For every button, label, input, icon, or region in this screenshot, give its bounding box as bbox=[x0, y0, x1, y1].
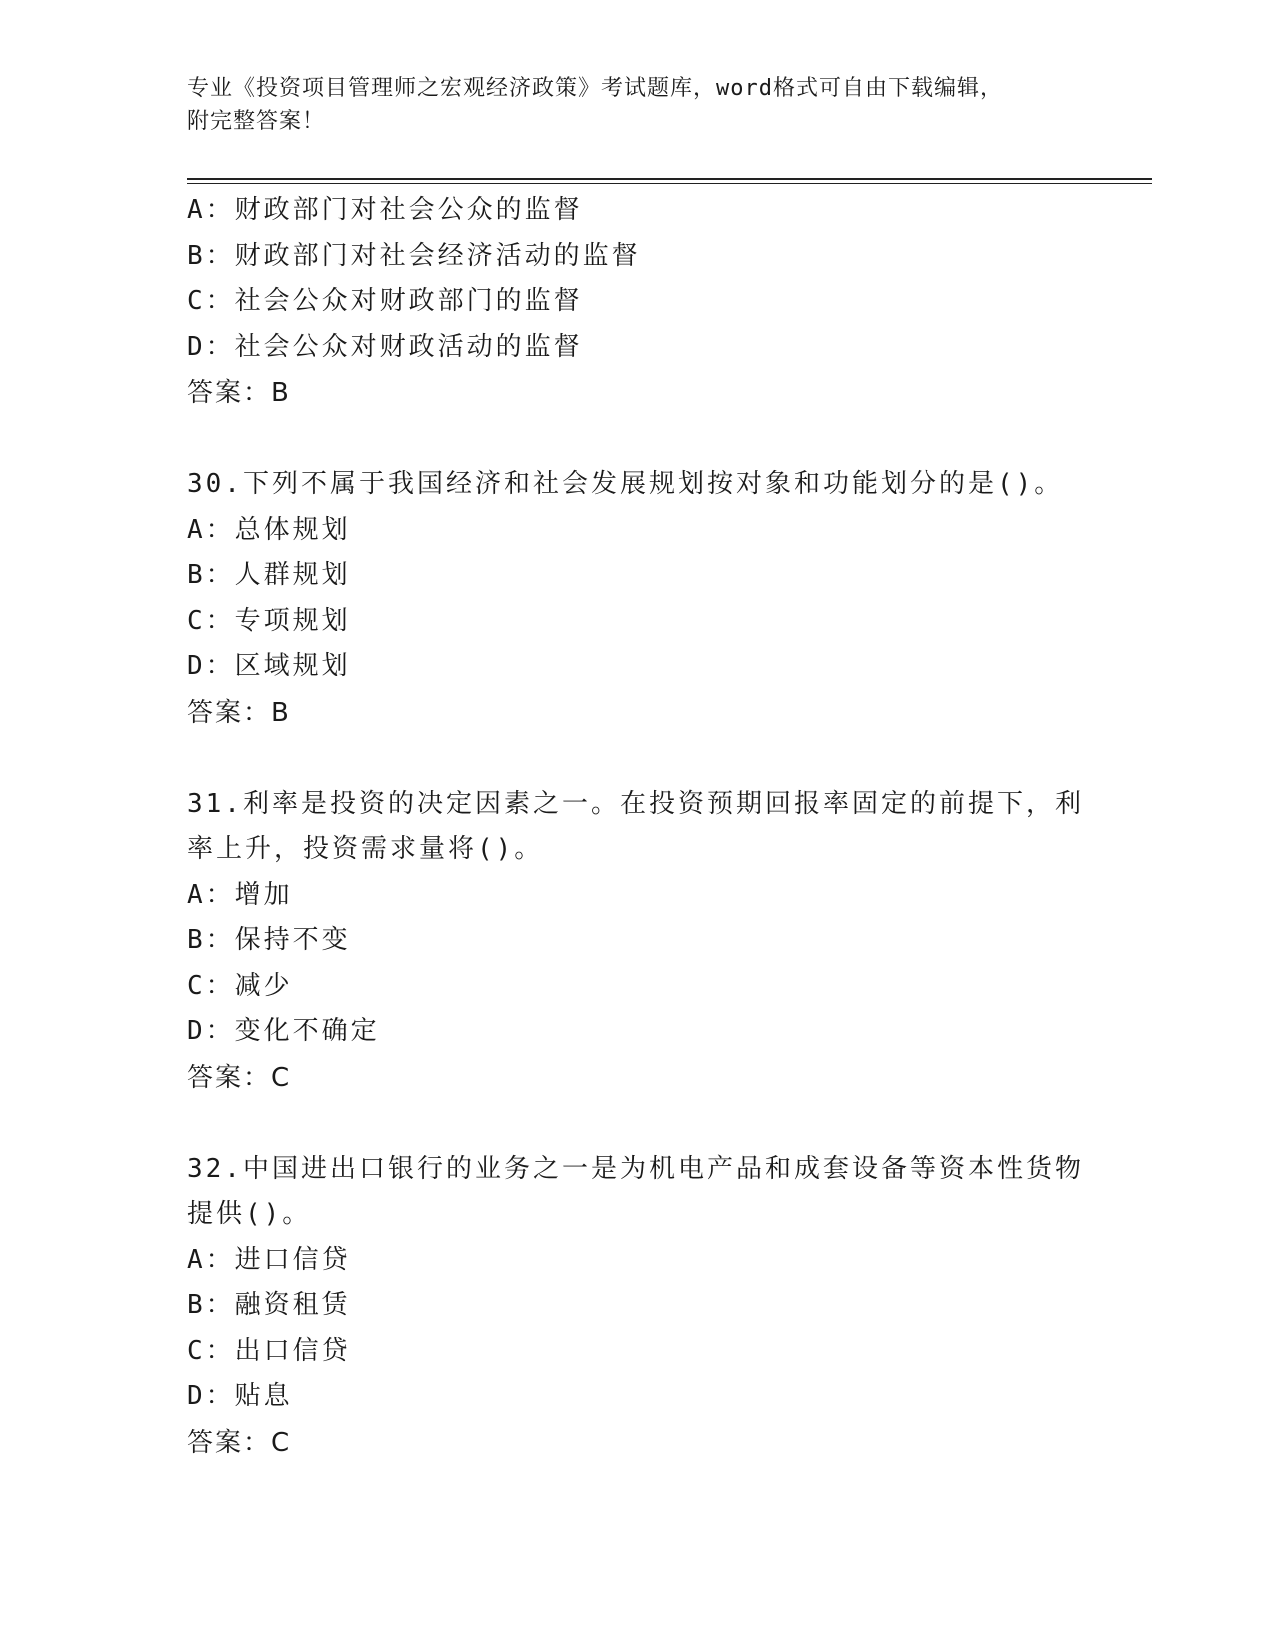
option-b: B：保持不变 bbox=[187, 925, 351, 955]
question-stem-line-2: 提供()。 bbox=[187, 1199, 312, 1229]
option-a: A：进口信贷 bbox=[187, 1244, 351, 1275]
header-divider bbox=[187, 178, 1152, 184]
header-line-2: 附完整答案！ bbox=[187, 109, 326, 134]
question-31 bbox=[187, 782, 1087, 1101]
question-stem-line-2: 率上升，投资需求量将()。 bbox=[187, 834, 544, 864]
question-30 bbox=[187, 462, 1087, 736]
answer: 答案：B bbox=[187, 378, 291, 408]
option-d: D：贴息 bbox=[187, 1381, 293, 1411]
option-c: C：减少 bbox=[187, 970, 293, 1001]
answer: 答案：C bbox=[187, 1427, 292, 1458]
answer: 答案：C bbox=[187, 1062, 292, 1093]
option-c: C：社会公众对财政部门的监督 bbox=[187, 286, 583, 316]
answer: 答案：B bbox=[187, 697, 291, 728]
option-a: A：总体规划 bbox=[187, 514, 351, 545]
option-c: C：专项规划 bbox=[187, 605, 351, 636]
option-c: C：出口信贷 bbox=[187, 1335, 351, 1366]
option-b: B：人群规划 bbox=[187, 560, 351, 590]
option-d: D：区域规划 bbox=[187, 651, 351, 681]
question-32 bbox=[187, 1147, 1087, 1466]
option-d: D：变化不确定 bbox=[187, 1016, 380, 1046]
question-stem-line-1: 31.利率是投资的决定因素之一。在投资预期回报率固定的前提下，利 bbox=[187, 788, 1084, 819]
document-header bbox=[187, 72, 1087, 138]
option-a: A：增加 bbox=[187, 879, 293, 910]
question-stem-line-1: 32.中国进出口银行的业务之一是为机电产品和成套设备等资本性货物 bbox=[187, 1153, 1084, 1184]
header-line-1: 专业《投资项目管理师之宏观经济政策》考试题库，word格式可自由下载编辑， bbox=[187, 76, 1003, 101]
question-29 bbox=[187, 188, 1087, 416]
option-d: D：社会公众对财政活动的监督 bbox=[187, 331, 583, 362]
option-b: B：融资租赁 bbox=[187, 1290, 351, 1320]
option-b: B：财政部门对社会经济活动的监督 bbox=[187, 240, 641, 271]
question-stem: 30.下列不属于我国经济和社会发展规划按对象和功能划分的是()。 bbox=[187, 469, 1064, 499]
question-list bbox=[187, 188, 1087, 1512]
option-a: A：财政部门对社会公众的监督 bbox=[187, 195, 583, 225]
